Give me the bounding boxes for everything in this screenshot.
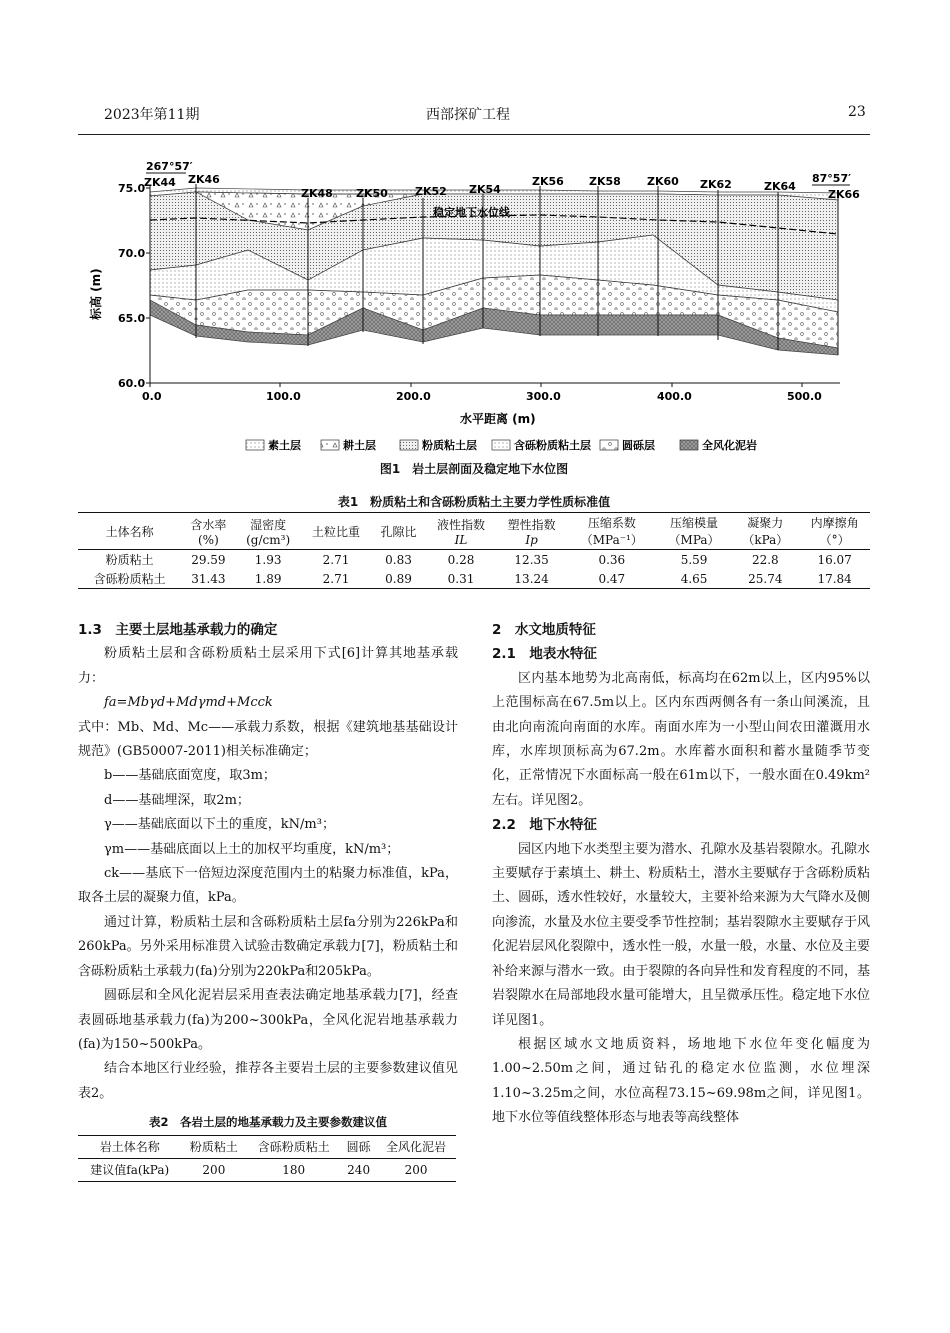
section-2-heading: 2 水文地质特征 — [492, 622, 596, 638]
definition-b: b——基础底面宽度，取3m； — [104, 768, 276, 784]
definition-d: d——基础埋深，取2m； — [104, 792, 250, 808]
borehole-label: ZK52 — [415, 185, 447, 198]
header-main: 内摩擦角 — [810, 516, 859, 530]
section-1-3-heading: 1.3 主要土层地基承载力的确定 — [78, 622, 278, 638]
borehole-label: ZK54 — [469, 183, 501, 196]
table2-title: 表2 各岩土层的地基承载力及主要参数建议值 — [149, 1115, 387, 1130]
paragraph: 结合本地区行业经验，推荐各主要岩土层的主要参数建议值见表2。 — [78, 1061, 458, 1101]
legend-label: 全风化泥岩 — [702, 439, 757, 452]
table2-header: 圆砾 — [346, 1139, 371, 1154]
table-row — [78, 550, 870, 570]
table2-header: 含砾粉质粘土 — [257, 1139, 330, 1154]
table1-header — [567, 513, 657, 550]
table1-header — [236, 513, 301, 550]
left-column — [78, 618, 458, 1182]
table-cell: 180 — [282, 1162, 306, 1177]
table-cell: 31.43 — [191, 571, 226, 586]
table2 — [78, 1135, 456, 1182]
table1-container — [78, 512, 870, 589]
y-axis-label: 标高 (m) — [89, 268, 103, 320]
header-main: 压缩系数 — [587, 516, 636, 530]
definition-gamma: γ——基础底面以下土的重度，kN/m³； — [104, 817, 335, 833]
table2-header: 粉质粘土 — [189, 1139, 238, 1154]
borehole-label: ZK62 — [700, 178, 732, 191]
xtick-label: 500.0 — [787, 390, 822, 403]
header-main: 土粒比重 — [312, 524, 361, 539]
xtick-label: 300.0 — [526, 390, 561, 403]
legend-label: 粉质粘土层 — [422, 439, 477, 452]
table-cell: 1.93 — [254, 552, 282, 567]
borehole-label: ZK66 — [828, 188, 860, 201]
borehole-label: ZK46 — [188, 173, 220, 186]
table1-header — [496, 513, 567, 550]
header-journal-name: 西部探矿工程 — [426, 107, 510, 123]
header-unit: （°） — [819, 533, 850, 547]
borehole-label: ZK64 — [764, 180, 796, 193]
table2-header: 岩土体名称 — [99, 1139, 160, 1154]
figure1-legend — [246, 438, 757, 452]
header-unit: （kPa） — [742, 533, 789, 547]
table-cell: 建议值fa(kPa) — [90, 1162, 170, 1177]
table-cell: 粉质粘土 — [105, 553, 154, 567]
table-cell: 0.83 — [385, 552, 412, 567]
table-cell: 2.71 — [322, 571, 350, 586]
header-main: 塑性指数 — [507, 517, 556, 532]
xtick-label: 100.0 — [266, 390, 301, 403]
paragraph: 区内基本地势为北高南低，标高均在62m以上，区内95%以上范围标高在67.5m以上。区内东西两侧各有一条山间溪流，且由北向南流向南面的水库。南面水库为一小型山间农田灌溉用水库，水库坝顶标高为67.2m。水库蓄水面积和蓄水量随季节变化，正常情况下水面标高一般在61m以下，一般水面在0.49km²左右。详见图2。 — [492, 670, 870, 808]
legend-label: 含砾粉质粘土层 — [514, 439, 591, 452]
table1-header — [426, 513, 497, 550]
bearing-left: 267°57′ — [146, 160, 193, 173]
table-cell: 17.84 — [817, 571, 852, 586]
xtick-label: 0.0 — [142, 390, 162, 403]
table2-header: 全风化泥岩 — [386, 1139, 447, 1154]
table-cell: 200 — [404, 1162, 428, 1177]
table-cell: 25.74 — [748, 571, 783, 586]
header-main: 土体名称 — [105, 524, 154, 539]
xtick-label: 200.0 — [396, 390, 431, 403]
header-unit: IL — [454, 532, 468, 547]
table1-header — [799, 513, 870, 550]
x-axis-label: 水平距离 (m) — [460, 412, 536, 426]
borehole-label: ZK56 — [532, 175, 564, 188]
header-main: 凝聚力 — [747, 516, 784, 530]
figure1-cross-section — [78, 150, 870, 480]
header-unit: (g/cm³) — [246, 532, 291, 547]
table2-header-row — [78, 1135, 456, 1158]
table1-header — [657, 513, 732, 550]
borehole-label: ZK44 — [144, 176, 176, 189]
header-unit: （MPa） — [668, 533, 720, 547]
table-cell: 200 — [202, 1162, 226, 1177]
table-cell: 0.28 — [447, 552, 475, 567]
table-row — [78, 1158, 456, 1181]
legend-label: 圆砾层 — [622, 439, 655, 452]
paragraph: 园区内地下水类型主要为潜水、孔隙水及基岩裂隙水。孔隙水主要赋存于素填土、耕土、粉质粘土，潜水主要赋存于含砾粉质粘土、圆砾，透水性较好，水量较大，主要补给来源为大气降水及侧向渗流，水量及水位主要受季节性控制；基岩裂隙水主要赋存于风化泥岩层风化裂隙中，透水性一般，水量一般，水量、水位及主要补给来源与潜水一致。由于裂隙的各向异性和发育程度的不同，基岩裂隙水在局部地段水量可能增大，且呈微承压性。稳定地下水位详见图1。 — [492, 841, 870, 1028]
formula: fa=Mbγd+Mdγmd+Mcck — [104, 695, 273, 711]
table1-header — [731, 513, 799, 550]
header-main: 液性指数 — [436, 517, 485, 532]
xtick-label: 400.0 — [657, 390, 692, 403]
table-cell: 0.89 — [385, 571, 412, 586]
table-cell: 0.36 — [598, 552, 626, 567]
table-cell: 1.89 — [254, 571, 282, 586]
paragraph: 式中：Mb、Md、Mc——承载力系数，根据《建筑地基基础设计规范》(GB50007-2011)相关标准确定； — [78, 719, 458, 760]
ytick-label: 65.0 — [118, 312, 146, 325]
table-cell: 13.24 — [514, 571, 549, 586]
ytick-label: 60.0 — [118, 377, 146, 390]
table-cell: 16.07 — [817, 552, 852, 567]
table-cell: 0.31 — [447, 571, 475, 586]
borehole-label: ZK50 — [356, 187, 388, 200]
borehole-label: ZK60 — [647, 175, 679, 188]
section-2-2-heading: 2.2 地下水特征 — [492, 817, 597, 834]
table1-header — [371, 513, 425, 550]
header-main: 湿密度 — [250, 517, 287, 532]
table1-header — [78, 513, 181, 550]
header-main: 含水率 — [190, 517, 227, 532]
header-main: 压缩模量 — [670, 516, 719, 530]
legend-label: 耕土层 — [343, 439, 376, 452]
table1-header-row — [78, 513, 870, 550]
groundwater-label: 稳定地下水位线 — [433, 206, 510, 219]
header-unit: （MPa⁻¹） — [580, 533, 643, 547]
header-page-number: 23 — [848, 104, 866, 120]
table-cell: 240 — [347, 1162, 371, 1177]
header-main: 孔隙比 — [380, 524, 417, 539]
header-unit: (%) — [198, 532, 219, 547]
header-unit: Ip — [525, 532, 538, 547]
header-rule — [78, 134, 870, 135]
paragraph: 粉质粘土层和含砾粉质粘土层采用下式[6]计算其地基承载力： — [78, 646, 458, 686]
figure1-caption: 图1 岩土层剖面及稳定地下水位图 — [379, 462, 569, 476]
ytick-label: 75.0 — [118, 182, 146, 195]
paragraph: 通过计算，粉质粘土层和含砾粉质粘土层fa分别为226kPa和260kPa。另外采用标准贯入试验击数确定承载力[7]，粉质粘土和含砾粉质粘土承载力(fa)分别为220kPa和205kPa。 — [78, 914, 458, 979]
table-cell: 4.65 — [680, 571, 708, 586]
table1-header — [301, 513, 372, 550]
borehole-label: ZK58 — [589, 175, 621, 188]
ytick-label: 70.0 — [118, 247, 146, 260]
header-journal-issue: 2023年第11期 — [104, 107, 200, 123]
definition-gamma-m: γm——基础底面以上土的加权平均重度，kN/m³； — [104, 841, 400, 857]
section-2-1-heading: 2.1 地表水特征 — [492, 646, 597, 663]
table-cell: 29.59 — [191, 552, 226, 567]
table-cell: 2.71 — [322, 552, 350, 567]
table-cell: 0.47 — [598, 571, 626, 586]
borehole-label: ZK48 — [301, 187, 333, 200]
table-cell: 22.8 — [751, 552, 779, 567]
table1-header — [181, 513, 235, 550]
table1 — [78, 512, 870, 589]
paragraph: 根据区域水文地质资料，场地地下水位年变化幅度为1.00~2.50m之间，通过钻孔的稳定水位监测，水位埋深1.10~3.25m之间，水位高程73.15~69.98m之间，详见图1。地下水位等值线整体形态与地表等高线整体 — [492, 1036, 870, 1126]
table-cell: 12.35 — [514, 552, 549, 567]
paragraph: 圆砾层和全风化泥岩层采用查表法确定地基承载力[7]，经查表圆砾地基承载力(fa)为200~300kPa，全风化泥岩地基承载力(fa)为150~500kPa。 — [78, 988, 458, 1052]
bearing-right: 87°57′ — [812, 172, 852, 185]
table1-title: 表1 粉质粘土和含砾粉质粘土主要力学性质标准值 — [337, 495, 611, 509]
legend-label: 素土层 — [268, 439, 301, 452]
table-row — [78, 569, 870, 589]
table-cell: 5.59 — [680, 552, 708, 567]
table-cell: 含砾粉质粘土 — [93, 572, 166, 586]
right-column — [492, 618, 870, 1131]
definition-ck: ck——基底下一倍短边深度范围内土的粘聚力标准值，kPa，取各土层的凝聚力值，kPa。 — [78, 866, 458, 906]
